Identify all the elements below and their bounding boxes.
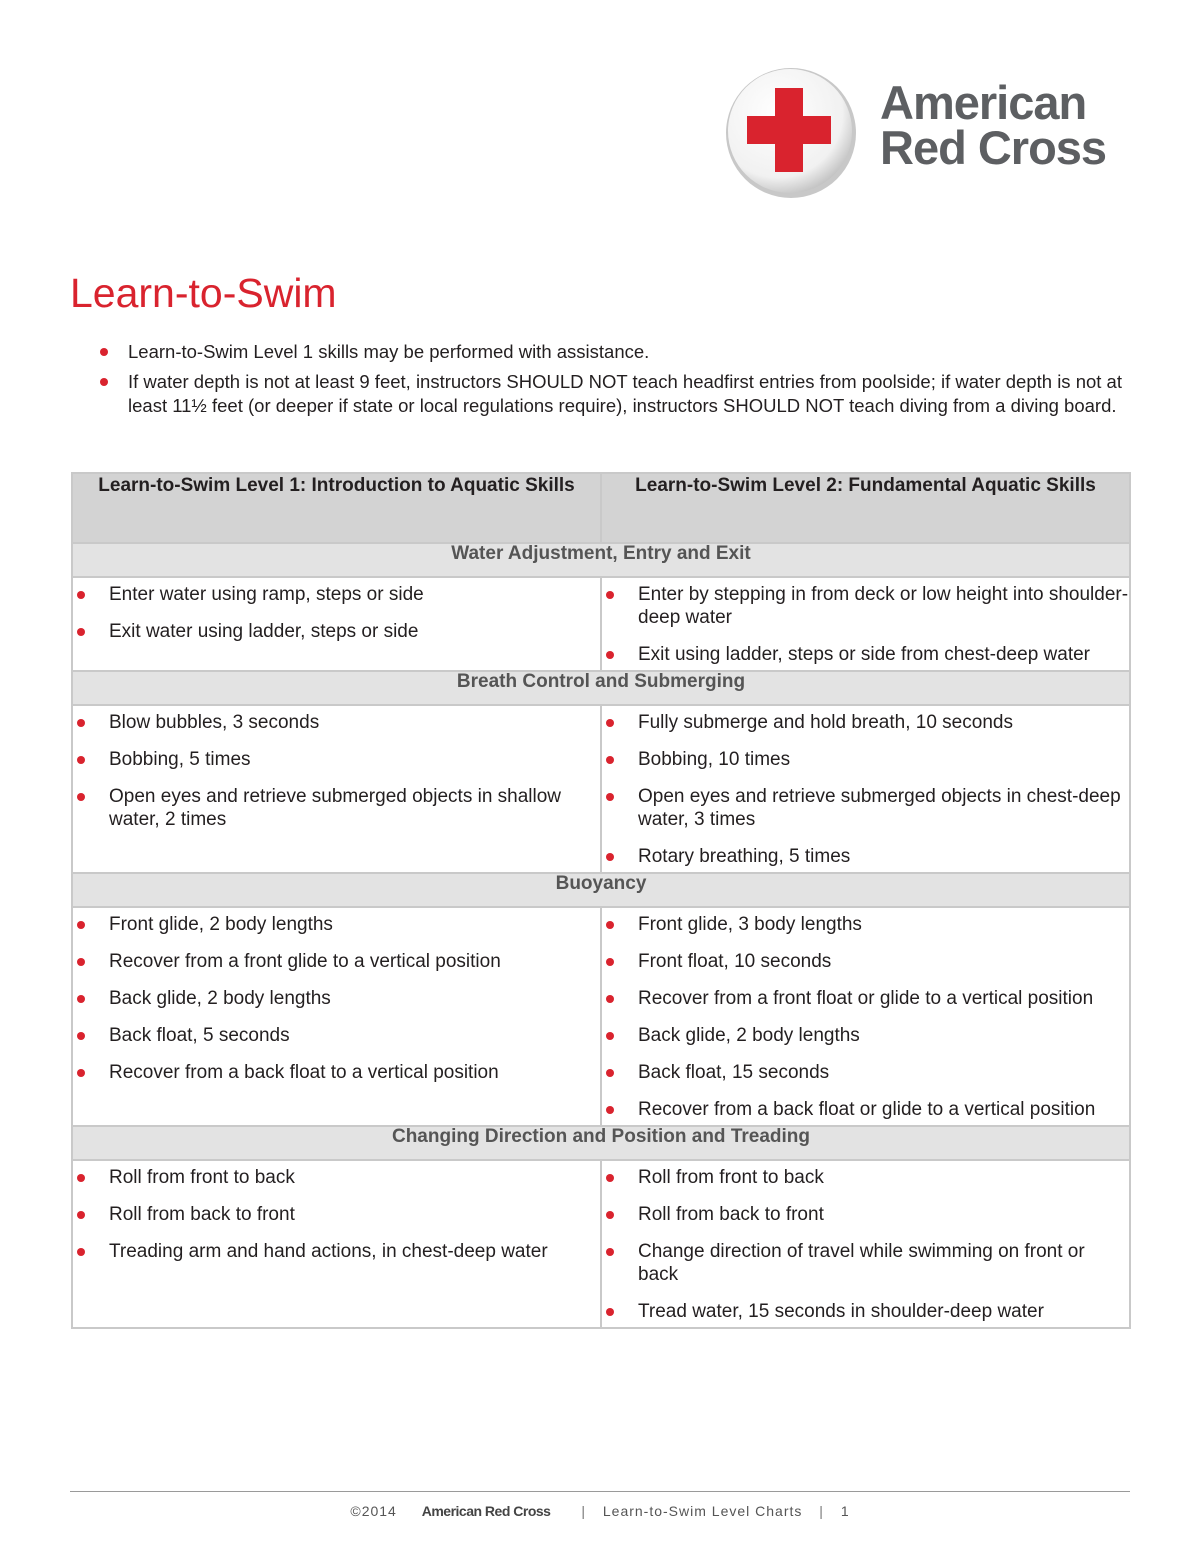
bullet-icon [77, 719, 85, 727]
skill-item: Fully submerge and hold breath, 10 seconds [602, 711, 1129, 734]
skill-item: Recover from a back float or glide to a vertical position [602, 1098, 1129, 1121]
bullet-icon [606, 1248, 614, 1256]
section-header: Water Adjustment, Entry and Exit [72, 543, 1130, 577]
bullet-icon [77, 1248, 85, 1256]
bullet-icon [100, 378, 108, 386]
skill-item: Roll from front to back [602, 1166, 1129, 1189]
skill-item: Exit water using ladder, steps or side [73, 620, 600, 643]
skill-item: Roll from back to front [602, 1203, 1129, 1226]
skill-item: Front glide, 3 body lengths [602, 913, 1129, 936]
level-2-skills [601, 577, 1130, 671]
bullet-icon [77, 958, 85, 966]
skill-item: Recover from a back float to a vertical position [73, 1061, 600, 1084]
footer-copyright: ©2014 [350, 1503, 397, 1519]
bullet-icon [606, 1174, 614, 1182]
bullet-icon [606, 719, 614, 727]
intro-notes [70, 340, 1130, 424]
level-chart-table [71, 472, 1131, 1329]
bullet-icon [606, 1032, 614, 1040]
bullet-icon [77, 1069, 85, 1077]
column-header-level-1: Learn-to-Swim Level 1: Introduction to Aquatic Skills [72, 473, 601, 543]
bullet-icon [606, 921, 614, 929]
footer-separator: | [819, 1503, 824, 1519]
skill-item: Back float, 5 seconds [73, 1024, 600, 1047]
page-title: Learn-to-Swim [70, 270, 337, 316]
bullet-icon [606, 1308, 614, 1316]
logo-wordmark: American Red Cross [880, 76, 1107, 174]
bullet-icon [606, 995, 614, 1003]
column-header-level-2: Learn-to-Swim Level 2: Fundamental Aquatic Skills [601, 473, 1130, 543]
skill-item: Rotary breathing, 5 times [602, 845, 1129, 868]
level-1-skills [72, 705, 601, 873]
skill-item: Exit using ladder, steps or side from chest-deep water [602, 643, 1129, 666]
intro-note: Learn-to-Swim Level 1 skills may be performed with assistance. [70, 340, 1130, 364]
bullet-icon [77, 793, 85, 801]
level-2-skills [601, 1160, 1130, 1328]
page-footer [0, 1503, 1200, 1519]
footer-brand: American Red Cross [421, 1503, 551, 1519]
section-header: Breath Control and Submerging [72, 671, 1130, 705]
bullet-icon [606, 591, 614, 599]
skill-item: Bobbing, 5 times [73, 748, 600, 771]
skill-item: Tread water, 15 seconds in shoulder-deep water [602, 1300, 1129, 1323]
bullet-icon [606, 756, 614, 764]
footer-page-number: 1 [840, 1503, 850, 1519]
bullet-icon [606, 1211, 614, 1219]
level-1-skills [72, 577, 601, 671]
skill-item: Recover from a front float or glide to a vertical position [602, 987, 1129, 1010]
bullet-icon [606, 853, 614, 861]
level-2-skills [601, 907, 1130, 1126]
section-header: Buoyancy [72, 873, 1130, 907]
skill-item: Front glide, 2 body lengths [73, 913, 600, 936]
skill-item: Open eyes and retrieve submerged objects in shallow water, 2 times [73, 785, 600, 831]
bullet-icon [100, 348, 108, 356]
section-header: Changing Direction and Position and Treading [72, 1126, 1130, 1160]
skill-item: Back glide, 2 body lengths [602, 1024, 1129, 1047]
level-2-skills [601, 705, 1130, 873]
footer-doc-title: Learn-to-Swim Level Charts [602, 1503, 803, 1519]
skill-item: Blow bubbles, 3 seconds [73, 711, 600, 734]
bullet-icon [77, 756, 85, 764]
skill-item: Recover from a front glide to a vertical position [73, 950, 600, 973]
bullet-icon [606, 1106, 614, 1114]
skill-item: Enter by stepping in from deck or low height into shoulder-deep water [602, 583, 1129, 629]
bullet-icon [77, 591, 85, 599]
bullet-icon [606, 958, 614, 966]
intro-note: If water depth is not at least 9 feet, instructors SHOULD NOT teach headfirst entries from poolside; if water depth is not at least 11½ feet (or deeper if state or local regulations require), instructors SHOULD NOT teach diving from a diving board. [70, 370, 1130, 418]
skill-item: Back float, 15 seconds [602, 1061, 1129, 1084]
footer-separator: | [581, 1503, 586, 1519]
level-1-skills [72, 1160, 601, 1328]
skill-item: Enter water using ramp, steps or side [73, 583, 600, 606]
skill-item: Change direction of travel while swimming on front or back [602, 1240, 1129, 1286]
bullet-icon [77, 628, 85, 636]
skill-item: Roll from front to back [73, 1166, 600, 1189]
bullet-icon [77, 1174, 85, 1182]
skill-item: Back glide, 2 body lengths [73, 987, 600, 1010]
bullet-icon [77, 1211, 85, 1219]
bullet-icon [77, 921, 85, 929]
level-1-skills [72, 907, 601, 1126]
skill-item: Bobbing, 10 times [602, 748, 1129, 771]
bullet-icon [606, 651, 614, 659]
skill-item: Roll from back to front [73, 1203, 600, 1226]
skill-item: Front float, 10 seconds [602, 950, 1129, 973]
footer-divider [70, 1491, 1130, 1492]
american-red-cross-logo [724, 66, 1134, 200]
bullet-icon [77, 995, 85, 1003]
bullet-icon [77, 1032, 85, 1040]
skill-item: Open eyes and retrieve submerged objects in chest-deep water, 3 times [602, 785, 1129, 831]
red-cross-badge-icon [724, 66, 858, 200]
bullet-icon [606, 1069, 614, 1077]
skill-item: Treading arm and hand actions, in chest-deep water [73, 1240, 600, 1263]
bullet-icon [606, 793, 614, 801]
